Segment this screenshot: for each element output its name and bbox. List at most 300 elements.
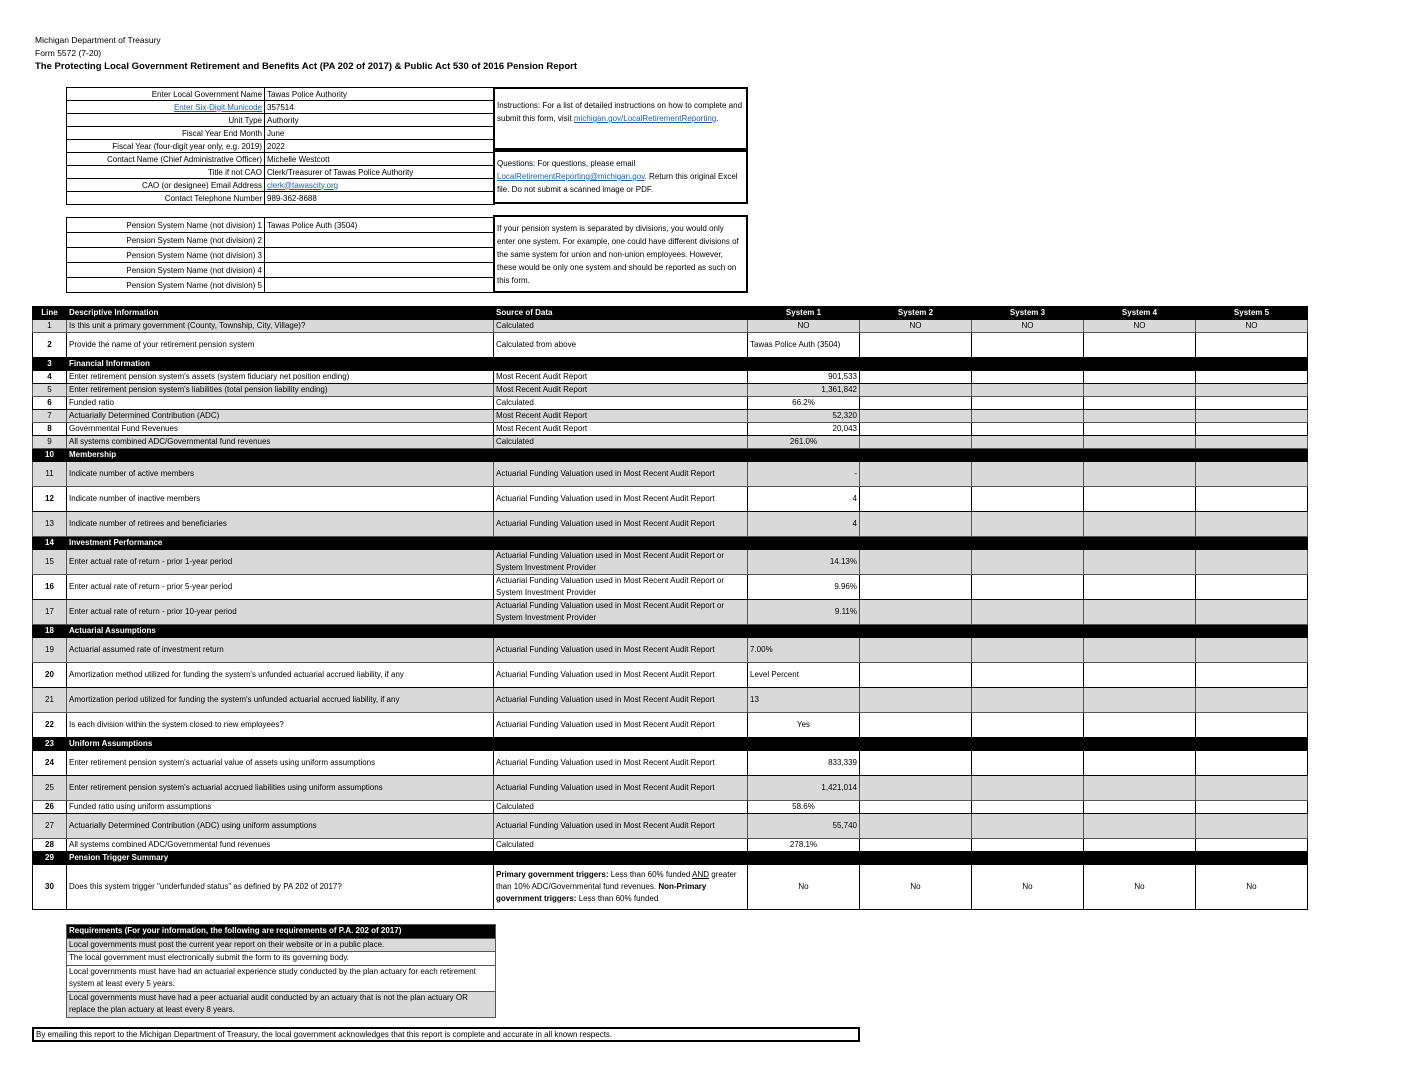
system-5-value[interactable] bbox=[1196, 776, 1308, 801]
system-3-value[interactable] bbox=[972, 512, 1084, 537]
system-4-value[interactable] bbox=[1084, 512, 1196, 537]
system-1-value[interactable]: 901,533 bbox=[748, 371, 860, 384]
row-source: Most Recent Audit Report bbox=[494, 410, 748, 423]
line-number: 30 bbox=[33, 865, 67, 910]
system-2-value[interactable]: NO bbox=[860, 320, 972, 333]
table-row bbox=[33, 384, 1308, 397]
row-source: Actuarial Funding Valuation used in Most Recent Audit Report bbox=[494, 751, 748, 776]
section-header-row bbox=[33, 537, 1308, 550]
row-source: Actuarial Funding Valuation used in Most Recent Audit Report bbox=[494, 638, 748, 663]
system-4-value[interactable] bbox=[1084, 550, 1196, 575]
pension-system-value[interactable] bbox=[265, 263, 495, 278]
info-row bbox=[67, 114, 495, 127]
system-5-value[interactable] bbox=[1196, 575, 1308, 600]
government-info-table bbox=[66, 87, 495, 205]
form-number: Form 5572 (7-20) bbox=[35, 48, 102, 58]
col-header-system-3: System 3 bbox=[972, 307, 1084, 320]
pension-system-label: Pension System Name (not division) 5 bbox=[67, 278, 265, 293]
system-3-value[interactable] bbox=[972, 600, 1084, 625]
system-3-trigger[interactable]: No bbox=[972, 865, 1084, 910]
line-number: 9 bbox=[33, 436, 67, 449]
instructions-link[interactable]: michigan.gov/LocalRetirementReporting bbox=[573, 114, 717, 123]
row-source: Most Recent Audit Report bbox=[494, 423, 748, 436]
system-2-value[interactable] bbox=[860, 776, 972, 801]
row-description: Governmental Fund Revenues bbox=[67, 423, 494, 436]
row-description: All systems combined ADC/Governmental fund revenues bbox=[67, 436, 494, 449]
col-header-desc: Descriptive Information bbox=[67, 307, 494, 320]
system-3-value[interactable] bbox=[972, 384, 1084, 397]
info-value[interactable]: June bbox=[265, 127, 495, 140]
system-3-value[interactable] bbox=[972, 814, 1084, 839]
questions-email-link[interactable]: LocalRetirementReporting@michigan.gov bbox=[497, 172, 645, 181]
system-3-value[interactable] bbox=[972, 333, 1084, 358]
system-5-value[interactable] bbox=[1196, 384, 1308, 397]
system-4-value[interactable] bbox=[1084, 397, 1196, 410]
row-description: Is this unit a primary government (County, Township, City, Village)? bbox=[67, 320, 494, 333]
info-value[interactable]: Michelle Westcott bbox=[265, 153, 495, 166]
system-3-value[interactable] bbox=[972, 487, 1084, 512]
system-3-value[interactable] bbox=[972, 638, 1084, 663]
table-row bbox=[33, 801, 1308, 814]
system-2-value[interactable] bbox=[860, 801, 972, 814]
system-2-value[interactable] bbox=[860, 600, 972, 625]
system-3-value[interactable] bbox=[972, 663, 1084, 688]
table-row bbox=[33, 713, 1308, 738]
row-description: Indicate number of active members bbox=[67, 462, 494, 487]
system-2-value[interactable] bbox=[860, 487, 972, 512]
system-2-value[interactable] bbox=[860, 423, 972, 436]
system-5-value[interactable] bbox=[1196, 600, 1308, 625]
line-number: 25 bbox=[33, 776, 67, 801]
info-value[interactable]: 357514 bbox=[265, 101, 495, 114]
system-4-value[interactable] bbox=[1084, 575, 1196, 600]
system-2-value[interactable] bbox=[860, 839, 972, 852]
line-number: 19 bbox=[33, 638, 67, 663]
system-1-value[interactable]: NO bbox=[748, 320, 860, 333]
pension-system-label: Pension System Name (not division) 3 bbox=[67, 248, 265, 263]
pension-system-row bbox=[67, 248, 495, 263]
table-row bbox=[33, 814, 1308, 839]
system-2-value[interactable] bbox=[860, 410, 972, 423]
system-1-value[interactable]: 55,740 bbox=[748, 814, 860, 839]
system-2-value[interactable] bbox=[860, 462, 972, 487]
line-number: 3 bbox=[33, 358, 67, 371]
pension-systems-table bbox=[66, 217, 495, 293]
system-5-value[interactable] bbox=[1196, 333, 1308, 358]
row-description: All systems combined ADC/Governmental fund revenues bbox=[67, 839, 494, 852]
trigger-source-part: Less than 60% funded bbox=[576, 894, 659, 903]
row-description: Actuarial assumed rate of investment return bbox=[67, 638, 494, 663]
system-1-value[interactable]: 58.6% bbox=[748, 801, 860, 814]
system-2-value[interactable] bbox=[860, 688, 972, 713]
system-4-value[interactable] bbox=[1084, 663, 1196, 688]
system-2-trigger[interactable]: No bbox=[860, 865, 972, 910]
system-4-value[interactable] bbox=[1084, 776, 1196, 801]
row-source: Actuarial Funding Valuation used in Most Recent Audit Report or System Investment Provider bbox=[494, 575, 748, 600]
system-5-value[interactable] bbox=[1196, 801, 1308, 814]
requirement-item: Local governments must have had an actuarial experience study conducted by the plan actuary for each retirement system at least every 5 years. bbox=[67, 965, 496, 991]
section-title: Membership bbox=[67, 449, 1308, 462]
line-number: 20 bbox=[33, 663, 67, 688]
pension-system-label: Pension System Name (not division) 4 bbox=[67, 263, 265, 278]
row-description: Amortization method utilized for funding the system's unfunded actuarial accrued liability, if any bbox=[67, 663, 494, 688]
row-source bbox=[494, 865, 748, 910]
table-row bbox=[33, 423, 1308, 436]
system-1-value[interactable]: 66.2% bbox=[748, 397, 860, 410]
info-label[interactable]: Enter Six-Digit Municode bbox=[67, 101, 265, 114]
row-source: Actuarial Funding Valuation used in Most Recent Audit Report or System Investment Provider bbox=[494, 550, 748, 575]
system-1-value[interactable]: 14.13% bbox=[748, 550, 860, 575]
section-title: Actuarial Assumptions bbox=[67, 625, 1308, 638]
table-row bbox=[33, 600, 1308, 625]
info-row bbox=[67, 179, 495, 192]
system-4-value[interactable] bbox=[1084, 436, 1196, 449]
system-5-value[interactable] bbox=[1196, 436, 1308, 449]
row-source: Calculated bbox=[494, 839, 748, 852]
requirement-item: Local governments must post the current year report on their website or in a public place. bbox=[67, 938, 496, 952]
info-value[interactable]: 989-362-8688 bbox=[265, 192, 495, 205]
system-4-value[interactable] bbox=[1084, 462, 1196, 487]
row-description: Enter retirement pension system's actuarial accrued liabilities using uniform assumptions bbox=[67, 776, 494, 801]
system-4-value[interactable] bbox=[1084, 410, 1196, 423]
requirements-header: Requirements (For your information, the following are requirements of P.A. 202 of 2017) bbox=[67, 925, 496, 939]
row-description: Amortization period utilized for funding the system's unfunded actuarial accrued liability, if any bbox=[67, 688, 494, 713]
system-1-trigger[interactable]: No bbox=[748, 865, 860, 910]
info-row bbox=[67, 192, 495, 205]
line-number: 7 bbox=[33, 410, 67, 423]
system-4-value[interactable] bbox=[1084, 487, 1196, 512]
system-1-value[interactable]: Yes bbox=[748, 713, 860, 738]
system-3-value[interactable] bbox=[972, 550, 1084, 575]
pension-system-value[interactable] bbox=[265, 248, 495, 263]
section-header-row bbox=[33, 358, 1308, 371]
system-1-value[interactable]: 9.96% bbox=[748, 575, 860, 600]
table-row bbox=[33, 436, 1308, 449]
system-1-value[interactable]: 13 bbox=[748, 688, 860, 713]
pension-system-row bbox=[67, 278, 495, 293]
table-row bbox=[33, 320, 1308, 333]
col-header-system-5: System 5 bbox=[1196, 307, 1308, 320]
system-1-value[interactable]: 4 bbox=[748, 512, 860, 537]
row-description: Indicate number of retirees and beneficiaries bbox=[67, 512, 494, 537]
row-source: Actuarial Funding Valuation used in Most Recent Audit Report bbox=[494, 713, 748, 738]
system-2-value[interactable] bbox=[860, 638, 972, 663]
col-header-system-1: System 1 bbox=[748, 307, 860, 320]
table-row bbox=[33, 371, 1308, 384]
system-4-value[interactable] bbox=[1084, 751, 1196, 776]
system-5-value[interactable] bbox=[1196, 487, 1308, 512]
system-5-value[interactable] bbox=[1196, 638, 1308, 663]
line-number: 18 bbox=[33, 625, 67, 638]
system-1-value[interactable]: 9.11% bbox=[748, 600, 860, 625]
section-header-row bbox=[33, 738, 1308, 751]
section-header-row bbox=[33, 852, 1308, 865]
row-source: Most Recent Audit Report bbox=[494, 371, 748, 384]
table-row bbox=[33, 512, 1308, 537]
system-3-value[interactable] bbox=[972, 839, 1084, 852]
info-row bbox=[67, 166, 495, 179]
system-5-value[interactable] bbox=[1196, 462, 1308, 487]
row-source: Actuarial Funding Valuation used in Most Recent Audit Report bbox=[494, 688, 748, 713]
system-5-value[interactable] bbox=[1196, 423, 1308, 436]
row-description: Enter actual rate of return - prior 5-year period bbox=[67, 575, 494, 600]
system-2-value[interactable] bbox=[860, 663, 972, 688]
line-number: 13 bbox=[33, 512, 67, 537]
row-description: Indicate number of inactive members bbox=[67, 487, 494, 512]
table-row bbox=[33, 839, 1308, 852]
system-1-value[interactable]: 4 bbox=[748, 487, 860, 512]
info-label: Fiscal Year (four-digit year only, e.g. 2019) bbox=[67, 140, 265, 153]
row-description: Funded ratio using uniform assumptions bbox=[67, 801, 494, 814]
system-5-value[interactable] bbox=[1196, 410, 1308, 423]
system-5-value[interactable] bbox=[1196, 371, 1308, 384]
system-5-trigger[interactable]: No bbox=[1196, 865, 1308, 910]
info-row bbox=[67, 153, 495, 166]
system-4-value[interactable] bbox=[1084, 384, 1196, 397]
system-4-value[interactable] bbox=[1084, 839, 1196, 852]
info-value[interactable]: 2022 bbox=[265, 140, 495, 153]
system-3-value[interactable] bbox=[972, 462, 1084, 487]
line-number: 27 bbox=[33, 814, 67, 839]
system-1-value[interactable]: - bbox=[748, 462, 860, 487]
system-2-value[interactable] bbox=[860, 751, 972, 776]
system-5-value[interactable]: NO bbox=[1196, 320, 1308, 333]
system-3-value[interactable] bbox=[972, 776, 1084, 801]
info-row bbox=[67, 101, 495, 114]
line-number: 12 bbox=[33, 487, 67, 512]
system-5-value[interactable] bbox=[1196, 397, 1308, 410]
system-4-value[interactable] bbox=[1084, 423, 1196, 436]
pension-system-value[interactable]: Tawas Police Auth (3504) bbox=[265, 218, 495, 233]
line-number: 14 bbox=[33, 537, 67, 550]
col-header-system-4: System 4 bbox=[1084, 307, 1196, 320]
questions-text: Questions: For questions, please email bbox=[497, 159, 636, 168]
pension-system-label: Pension System Name (not division) 1 bbox=[67, 218, 265, 233]
line-number: 26 bbox=[33, 801, 67, 814]
row-description: Enter retirement pension system's liabilities (total pension liability ending) bbox=[67, 384, 494, 397]
system-2-value[interactable] bbox=[860, 550, 972, 575]
department-name: Michigan Department of Treasury bbox=[35, 35, 161, 45]
system-5-value[interactable] bbox=[1196, 751, 1308, 776]
system-4-value[interactable] bbox=[1084, 688, 1196, 713]
trigger-source-part: Primary government triggers: bbox=[496, 870, 609, 879]
table-row bbox=[33, 638, 1308, 663]
system-5-value[interactable] bbox=[1196, 550, 1308, 575]
system-4-value[interactable] bbox=[1084, 600, 1196, 625]
line-number: 1 bbox=[33, 320, 67, 333]
row-source: Actuarial Funding Valuation used in Most Recent Audit Report bbox=[494, 776, 748, 801]
col-header-system-2: System 2 bbox=[860, 307, 972, 320]
pension-system-label: Pension System Name (not division) 2 bbox=[67, 233, 265, 248]
system-5-value[interactable] bbox=[1196, 688, 1308, 713]
info-label: Fiscal Year End Month bbox=[67, 127, 265, 140]
system-2-value[interactable] bbox=[860, 371, 972, 384]
system-1-value[interactable]: 1,421,014 bbox=[748, 776, 860, 801]
line-number: 21 bbox=[33, 688, 67, 713]
system-3-value[interactable] bbox=[972, 751, 1084, 776]
system-2-value[interactable] bbox=[860, 397, 972, 410]
system-1-value[interactable]: Tawas Police Auth (3504) bbox=[748, 333, 860, 358]
info-label: CAO (or designee) Email Address bbox=[67, 179, 265, 192]
line-number: 6 bbox=[33, 397, 67, 410]
line-number: 16 bbox=[33, 575, 67, 600]
row-source: Calculated bbox=[494, 436, 748, 449]
col-header-source: Source of Data bbox=[494, 307, 748, 320]
system-4-value[interactable] bbox=[1084, 333, 1196, 358]
system-1-value[interactable]: 278.1% bbox=[748, 839, 860, 852]
row-source: Actuarial Funding Valuation used in Most Recent Audit Report bbox=[494, 462, 748, 487]
row-source: Actuarial Funding Valuation used in Most Recent Audit Report or System Investment Provider bbox=[494, 600, 748, 625]
info-value[interactable]: Authority bbox=[265, 114, 495, 127]
system-3-value[interactable]: NO bbox=[972, 320, 1084, 333]
row-source: Calculated bbox=[494, 320, 748, 333]
system-2-value[interactable] bbox=[860, 575, 972, 600]
table-row bbox=[33, 550, 1308, 575]
info-value[interactable]: clerk@tawascity.org bbox=[265, 179, 495, 192]
info-label: Contact Telephone Number bbox=[67, 192, 265, 205]
page-title: The Protecting Local Government Retirement and Benefits Act (PA 202 of 2017) & Public Act 530 of 2016 Pension Report bbox=[35, 61, 577, 72]
system-2-value[interactable] bbox=[860, 512, 972, 537]
pension-system-row bbox=[67, 263, 495, 278]
row-source: Calculated from above bbox=[494, 333, 748, 358]
instructions-text: Instructions: For a list of detailed instructions on how to complete and submit this form, visit bbox=[497, 101, 743, 123]
info-value[interactable]: Tawas Police Authority bbox=[265, 88, 495, 101]
system-4-value[interactable] bbox=[1084, 638, 1196, 663]
row-source: Actuarial Funding Valuation used in Most Recent Audit Report bbox=[494, 512, 748, 537]
info-label: Unit Type bbox=[67, 114, 265, 127]
line-number: 17 bbox=[33, 600, 67, 625]
table-row bbox=[33, 663, 1308, 688]
row-description: Enter actual rate of return - prior 1-year period bbox=[67, 550, 494, 575]
system-1-value[interactable]: 20,043 bbox=[748, 423, 860, 436]
table-row bbox=[33, 575, 1308, 600]
system-2-value[interactable] bbox=[860, 384, 972, 397]
requirements-table bbox=[66, 924, 496, 1018]
line-number: 5 bbox=[33, 384, 67, 397]
table-row bbox=[33, 397, 1308, 410]
system-3-value[interactable] bbox=[972, 371, 1084, 384]
acknowledgement-footer: By emailing this report to the Michigan Department of Treasury, the local government acknowledges that this report is complete and accurate in all known respects. bbox=[32, 1027, 860, 1042]
line-number: 15 bbox=[33, 550, 67, 575]
line-number: 4 bbox=[33, 371, 67, 384]
pension-system-value[interactable] bbox=[265, 278, 495, 293]
row-description: Is each division within the system closed to new employees? bbox=[67, 713, 494, 738]
section-header-row bbox=[33, 449, 1308, 462]
row-source: Calculated bbox=[494, 397, 748, 410]
trigger-source-part: Non-Primary government triggers: bbox=[496, 882, 707, 903]
system-5-value[interactable] bbox=[1196, 713, 1308, 738]
system-5-value[interactable] bbox=[1196, 512, 1308, 537]
system-1-value[interactable]: Level Percent bbox=[748, 663, 860, 688]
line-number: 23 bbox=[33, 738, 67, 751]
system-5-value[interactable] bbox=[1196, 663, 1308, 688]
pension-system-row bbox=[67, 233, 495, 248]
row-description: Enter retirement pension system's actuarial value of assets using uniform assumptions bbox=[67, 751, 494, 776]
system-3-value[interactable] bbox=[972, 575, 1084, 600]
system-4-value[interactable]: NO bbox=[1084, 320, 1196, 333]
system-3-value[interactable] bbox=[972, 397, 1084, 410]
trigger-row bbox=[33, 865, 1308, 910]
pension-report-table bbox=[32, 306, 1308, 910]
row-source: Actuarial Funding Valuation used in Most Recent Audit Report bbox=[494, 487, 748, 512]
questions-after: . Return this original Excel file. Do not submit a scanned image or PDF. bbox=[497, 172, 738, 194]
line-number: 8 bbox=[33, 423, 67, 436]
table-row bbox=[33, 751, 1308, 776]
row-description: Does this system trigger "underfunded status" as defined by PA 202 of 2017? bbox=[67, 865, 494, 910]
table-row bbox=[33, 333, 1308, 358]
requirement-item: The local government must electronically submit the form to its governing body. bbox=[67, 952, 496, 966]
row-source: Calculated bbox=[494, 801, 748, 814]
row-description: Funded ratio bbox=[67, 397, 494, 410]
system-2-value[interactable] bbox=[860, 333, 972, 358]
section-title: Investment Performance bbox=[67, 537, 1308, 550]
system-2-value[interactable] bbox=[860, 713, 972, 738]
questions-note bbox=[493, 150, 748, 204]
line-number: 11 bbox=[33, 462, 67, 487]
line-number: 29 bbox=[33, 852, 67, 865]
col-header-line: Line bbox=[33, 307, 67, 320]
system-4-trigger[interactable]: No bbox=[1084, 865, 1196, 910]
system-4-value[interactable] bbox=[1084, 814, 1196, 839]
row-source: Most Recent Audit Report bbox=[494, 384, 748, 397]
trigger-source-part: AND bbox=[692, 870, 709, 879]
line-number: 2 bbox=[33, 333, 67, 358]
system-1-value[interactable]: 7.00% bbox=[748, 638, 860, 663]
section-header-row bbox=[33, 625, 1308, 638]
info-label: Title if not CAO bbox=[67, 166, 265, 179]
system-3-value[interactable] bbox=[972, 713, 1084, 738]
instructions-note bbox=[493, 87, 748, 150]
row-description: Actuarially Determined Contribution (ADC) bbox=[67, 410, 494, 423]
info-label: Contact Name (Chief Administrative Officer) bbox=[67, 153, 265, 166]
system-1-value[interactable]: 52,320 bbox=[748, 410, 860, 423]
system-1-value[interactable]: 833,339 bbox=[748, 751, 860, 776]
pension-system-value[interactable] bbox=[265, 233, 495, 248]
info-label: Enter Local Government Name bbox=[67, 88, 265, 101]
pension-system-row bbox=[67, 218, 495, 233]
system-4-value[interactable] bbox=[1084, 801, 1196, 814]
table-row bbox=[33, 462, 1308, 487]
info-row bbox=[67, 88, 495, 101]
row-description: Enter retirement pension system's assets (system fiduciary net position ending) bbox=[67, 371, 494, 384]
system-3-value[interactable] bbox=[972, 423, 1084, 436]
system-4-value[interactable] bbox=[1084, 713, 1196, 738]
row-description: Provide the name of your retirement pension system bbox=[67, 333, 494, 358]
system-1-value[interactable]: 1,361,842 bbox=[748, 384, 860, 397]
system-3-value[interactable] bbox=[972, 410, 1084, 423]
table-row bbox=[33, 688, 1308, 713]
table-row bbox=[33, 776, 1308, 801]
info-row bbox=[67, 127, 495, 140]
system-5-value[interactable] bbox=[1196, 814, 1308, 839]
system-1-value[interactable]: 261.0% bbox=[748, 436, 860, 449]
trigger-source-part: Less than 60% funded bbox=[608, 870, 693, 879]
table-header-row bbox=[33, 307, 1308, 320]
info-value[interactable]: Clerk/Treasurer of Tawas Police Authority bbox=[265, 166, 495, 179]
system-5-value[interactable] bbox=[1196, 839, 1308, 852]
system-2-value[interactable] bbox=[860, 814, 972, 839]
line-number: 28 bbox=[33, 839, 67, 852]
system-3-value[interactable] bbox=[972, 801, 1084, 814]
system-3-value[interactable] bbox=[972, 436, 1084, 449]
line-number: 22 bbox=[33, 713, 67, 738]
row-description: Actuarially Determined Contribution (ADC) using uniform assumptions bbox=[67, 814, 494, 839]
division-note: If your pension system is separated by divisions, you would only enter one system. For example, one could have different divisions of the same system for union and non-union employees. However, these would be only one system and should be reported as such on this form. bbox=[493, 215, 748, 293]
system-4-value[interactable] bbox=[1084, 371, 1196, 384]
system-3-value[interactable] bbox=[972, 688, 1084, 713]
system-2-value[interactable] bbox=[860, 436, 972, 449]
line-number: 24 bbox=[33, 751, 67, 776]
